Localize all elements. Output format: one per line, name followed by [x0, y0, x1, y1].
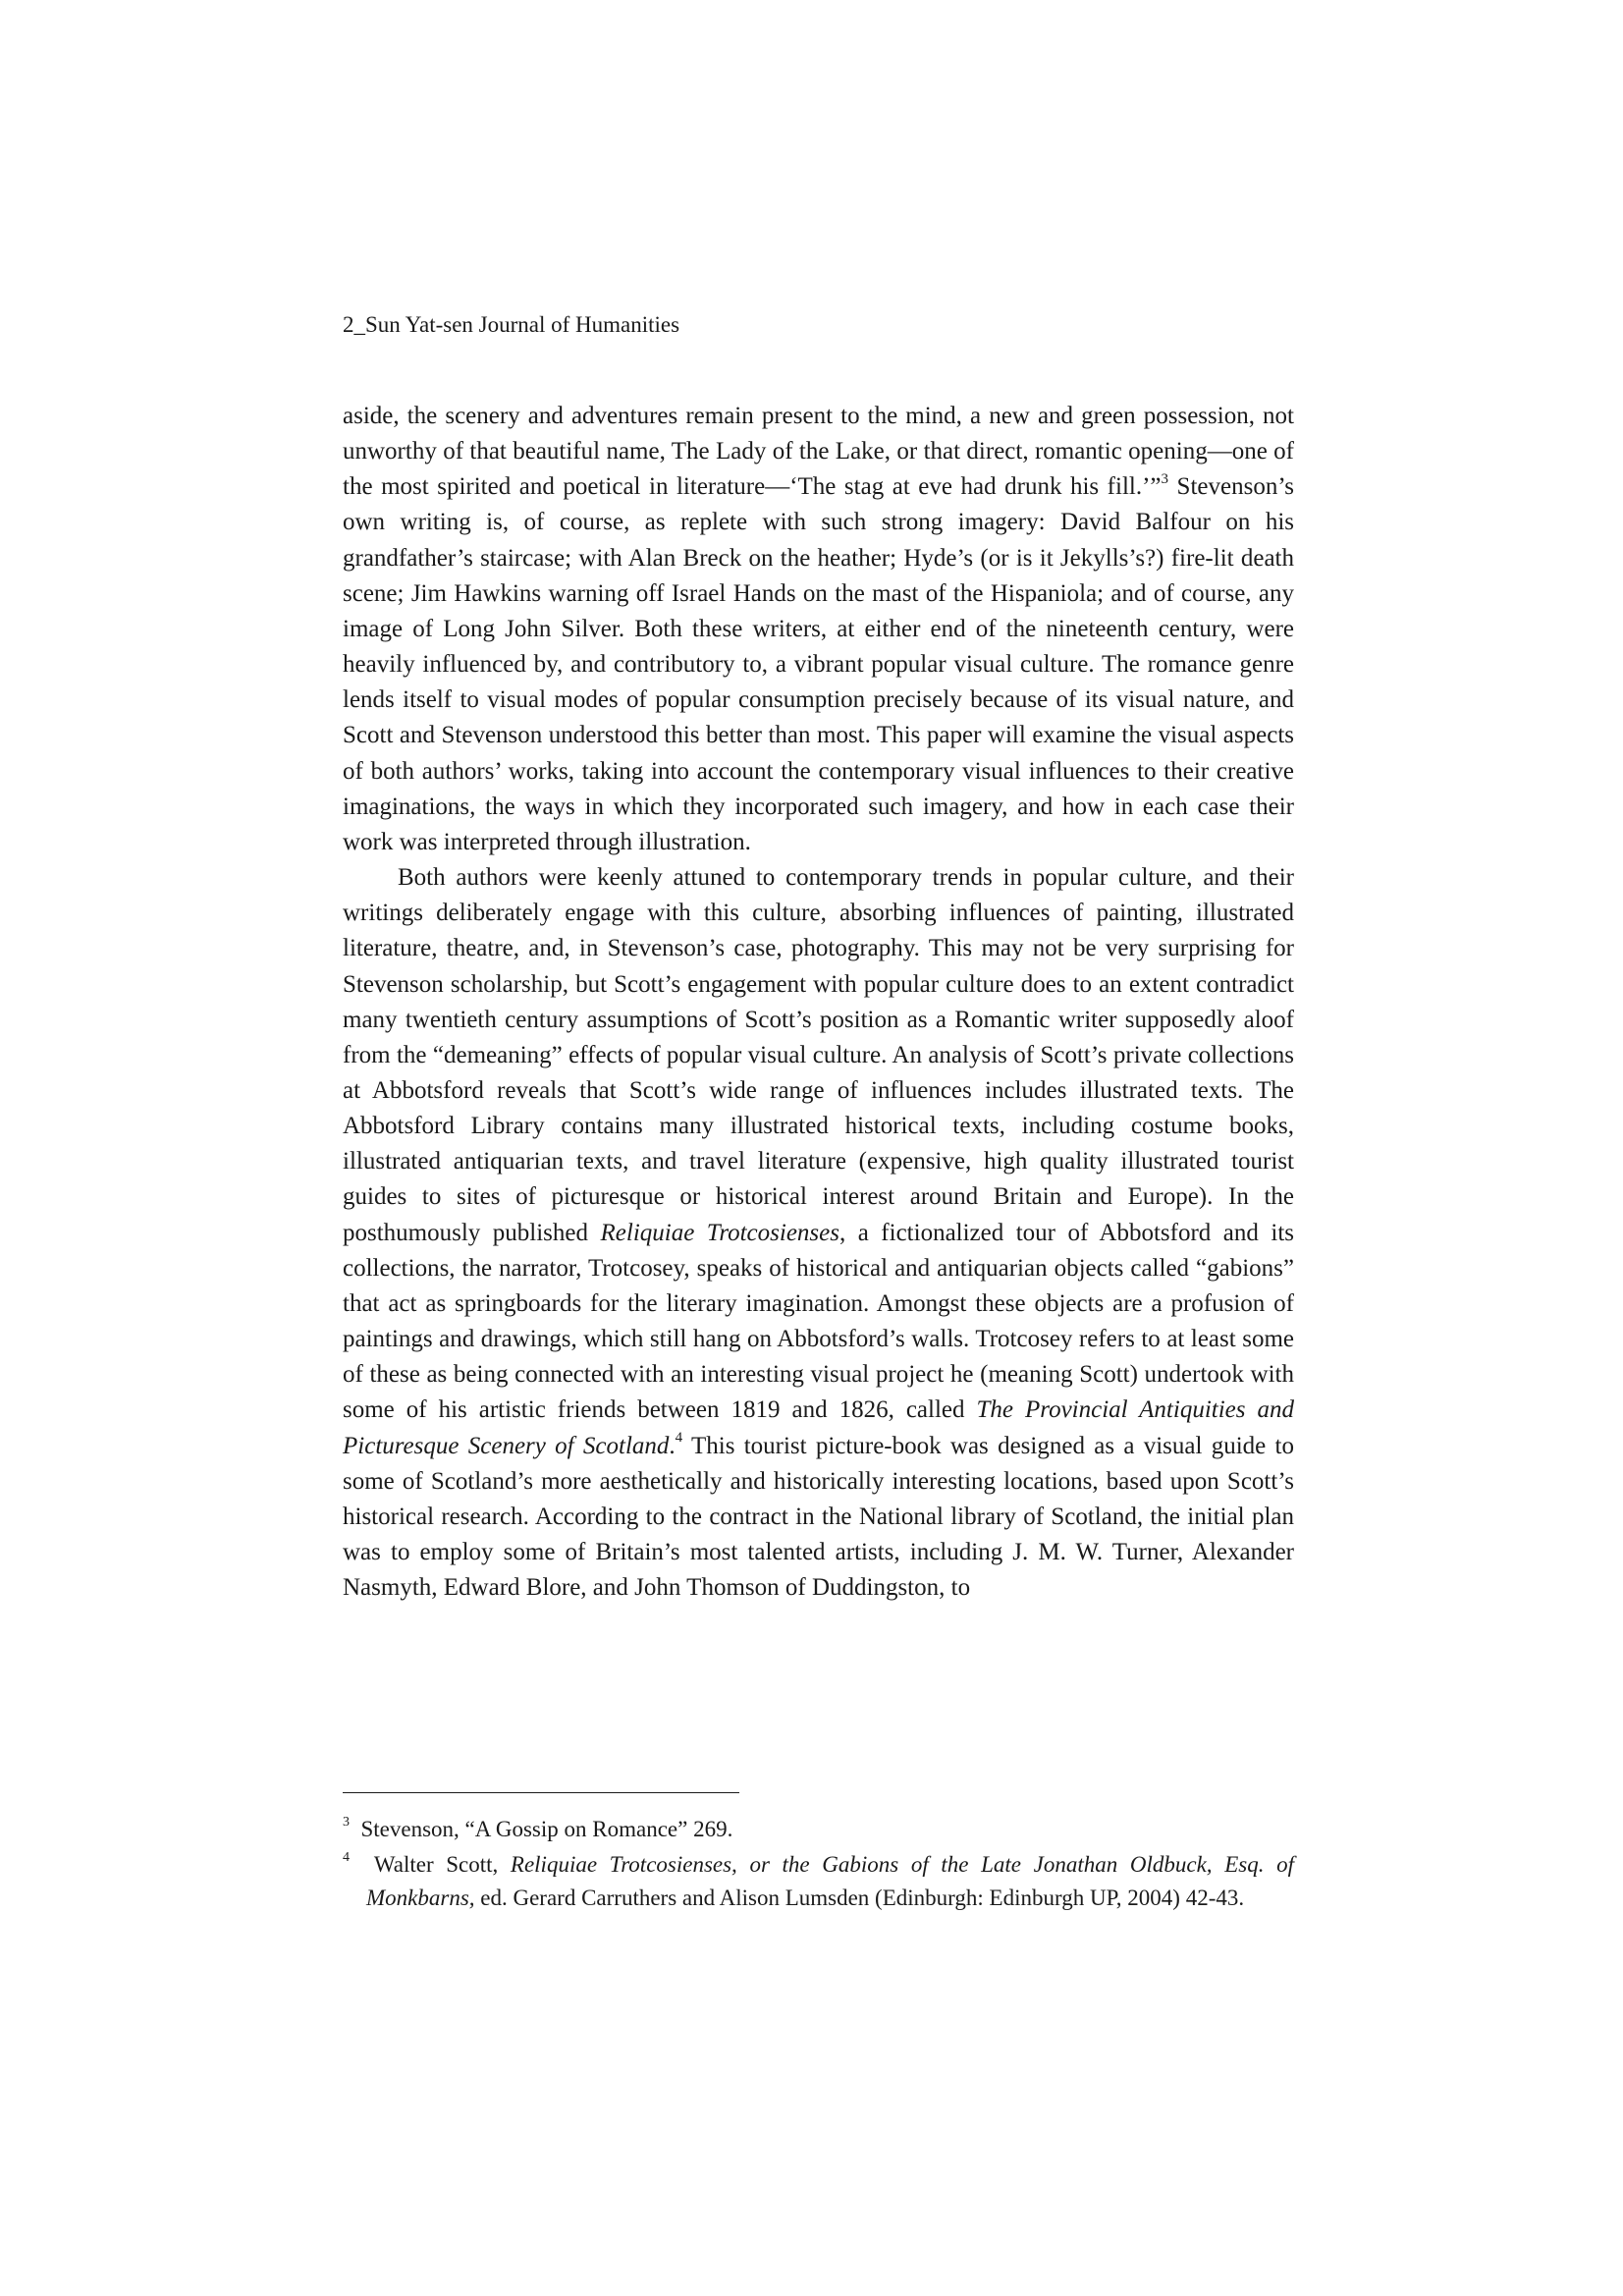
footnote-4-number: 4 — [343, 1850, 350, 1866]
footnote-3-text: Stevenson, “A Gossip on Romance” 269. — [360, 1817, 733, 1841]
footnote-3-number: 3 — [343, 1815, 350, 1831]
footnote-3 — [343, 1813, 1294, 1846]
footnote-ref-4[interactable]: 4 — [675, 1430, 683, 1447]
footnote-4-title: Reliquiae Trotcosienses, or the Gabions of the Late Jonathan Oldbuck, Esq. of Monkbarns, — [366, 1852, 1294, 1910]
body-text — [343, 399, 1294, 1606]
footnote-4-lead: Walter Scott, — [373, 1852, 511, 1877]
footnote-ref-3[interactable]: 3 — [1161, 470, 1169, 487]
paragraph-2 — [343, 860, 1294, 1606]
footnotes — [343, 1813, 1294, 1917]
paragraph-2-period: . — [669, 1432, 676, 1459]
paragraph-1-text-continued: Stevenson’s own writing is, of course, as replete with such strong imagery: David Balfour on his grandfather’s staircase; with Alan Breck on the heather; Hyde’s (or is it Jekylls’s?) fire-lit death scene; Jim Hawkins warning off Israel Hands on the mast of the Hispaniola; and of course, any image of Long John Silver. Both these writers, at either end of the nineteenth century, were heavily influenced by, and contributory to, a vibrant popular visual culture. The romance genre lends itself to visual modes of popular consumption precisely because of its visual nature, and Scott and Stevenson understood this better than most. This paper will examine the visual aspects of both authors’ works, taking into account the contemporary visual influences to their creative imaginations, the ways in which they incorporated such imagery, and how in each case their work was interpreted through illustration. — [343, 473, 1295, 855]
title-provincial-antiquities: The Provincial Antiquities and Picturesque Scenery of Scotland — [343, 1396, 1294, 1459]
paragraph-2-text-b: , a fictionalized tour of Abbotsford and its collections, the narrator, Trotcosey, speaks of historical and antiquarian objects called “gabions” that act as springboards for the literary imagination. Amongst these objects are a profusion of paintings and drawings, which still hang on Abbotsford’s walls. Trotcosey refers to at least some of these as being connected with an interesting visual project he (meaning Scott) undertook with some of his artistic friends between 1819 and 1826, called — [343, 1219, 1294, 1424]
title-reliquiae: Reliquiae Trotcosienses — [600, 1219, 839, 1246]
paragraph-1 — [343, 399, 1294, 860]
paragraph-2-text-c: This tourist picture-book was designed as a visual guide to some of Scotland’s more aesthetically and historically interesting locations, based upon Scott’s historical research. According to the contract in the National library of Scotland, the initial plan was to employ some of Britain’s most talented artists, including J. M. W. Turner, Alexander Nasmyth, Edward Blore, and John Thomson of Duddingston, to — [343, 1432, 1294, 1602]
running-head: 2_Sun Yat-sen Journal of Humanities — [343, 312, 680, 337]
paragraph-1-text: aside, the scenery and adventures remain present to the mind, a new and green possession, not unworthy of that beautiful name, The Lady of the Lake, or that direct, romantic opening—one of the most spirited and poetical in literature—‘The stag at eve had drunk his fill.’” — [343, 403, 1294, 501]
footnote-4 — [343, 1848, 1294, 1915]
paragraph-2-text: Both authors were keenly attuned to contemporary trends in popular culture, and their writings deliberately engage with this culture, absorbing influences of painting, illustrated literature, theatre, and, in Stevenson’s case, photography. This may not be very surprising for Stevenson scholarship, but Scott’s engagement with popular culture does to an extent contradict many twentieth century assumptions of Scott’s position as a Romantic writer supposedly aloof from the “demeaning” effects of popular visual culture. An analysis of Scott’s private collections at Abbotsford reveals that Scott’s wide range of influences includes illustrated texts. The Abbotsford Library contains many illustrated historical texts, including costume books, illustrated antiquarian texts, and travel literature (expensive, high quality illustrated tourist guides to sites of picturesque or historical interest around Britain and Europe). In the posthumously published — [343, 864, 1294, 1246]
footnote-rule — [343, 1792, 739, 1793]
footnote-4-rest: ed. Gerard Carruthers and Alison Lumsden (Edinburgh: Edinburgh UP, 2004) 42-43. — [474, 1886, 1245, 1910]
